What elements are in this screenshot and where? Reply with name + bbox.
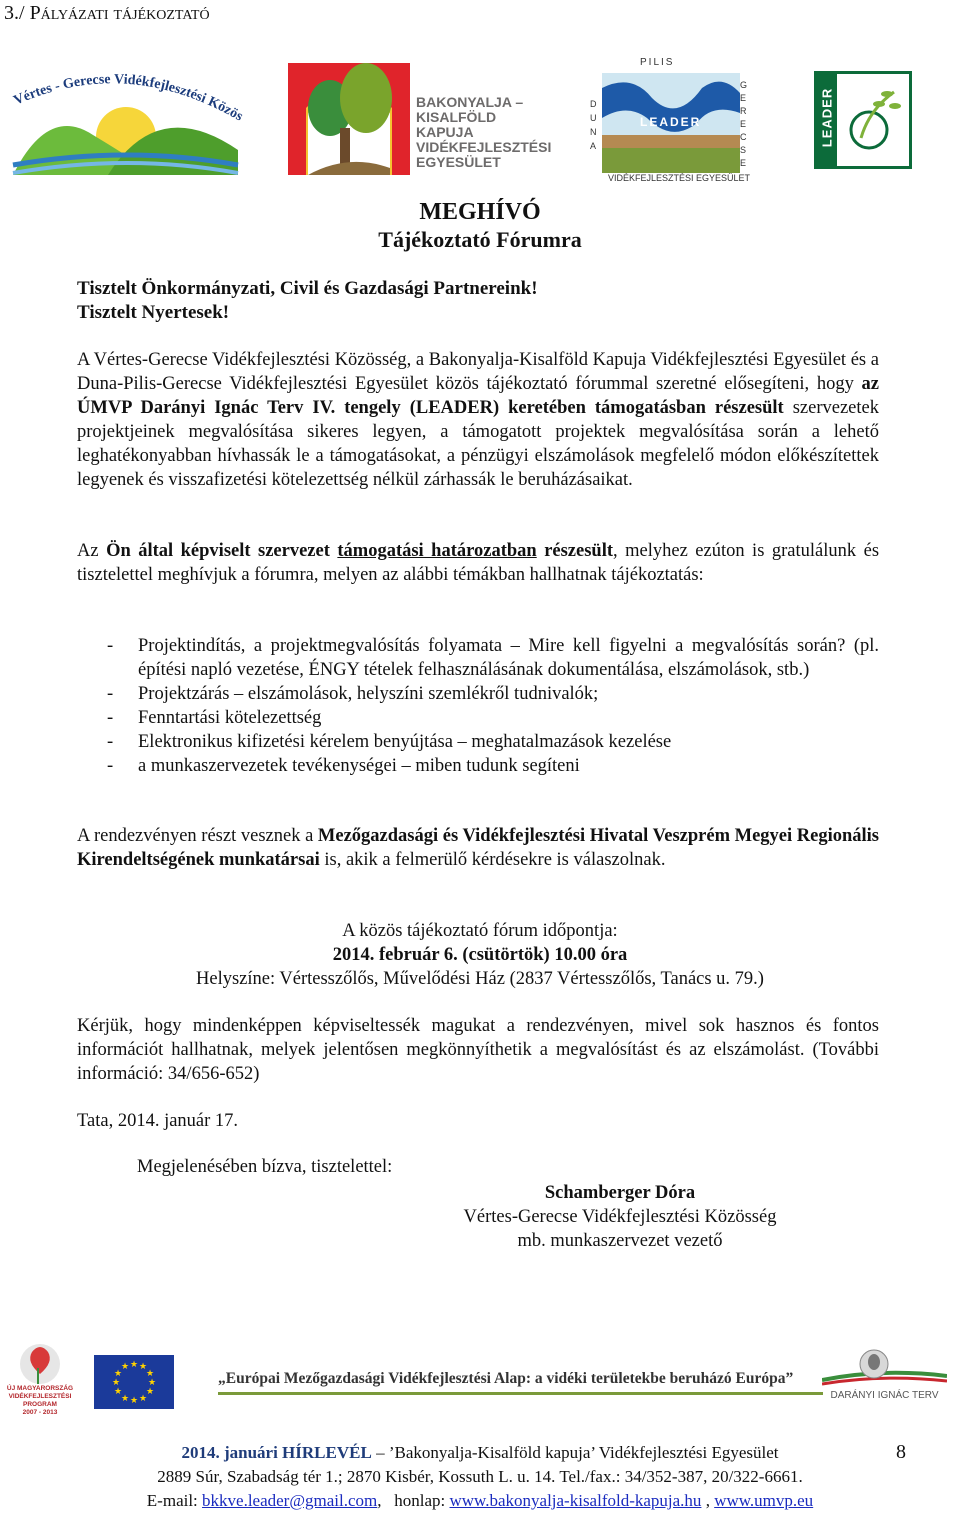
newsletter-label: 2014. januári HÍRLEVÉL (181, 1443, 372, 1462)
para3-bold: Mezőgazdasági és Vidékfejlesztési Hivatal Veszprém Megyei Regionális Kirendeltségének munkatársai (77, 826, 880, 870)
para3-text-a: A rendezvényen részt vesznek a (77, 826, 318, 846)
list-item: - Fenntartási kötelezettség (77, 706, 879, 730)
section-number: 3./ (4, 2, 25, 24)
dpg-center-text: LEADER (640, 115, 702, 129)
dpg-bottom-text: VIDÉKFEJLESZTÉSI EGYESÜLET (608, 173, 751, 183)
svg-text:★: ★ (129, 1360, 139, 1370)
bakonyalja-line-3: KAPUJA (416, 124, 474, 140)
svg-text:★: ★ (120, 1394, 130, 1404)
svg-text:★: ★ (138, 1362, 148, 1372)
paragraph-invitation (77, 539, 879, 587)
umvp-logo-text (2, 1385, 78, 1417)
svg-text:★: ★ (129, 1396, 139, 1406)
dpg-top-text: PILIS (640, 57, 675, 68)
para2-underlined: támogatási határozatban (337, 541, 537, 561)
list-item: - Elektronikus kifizetési kérelem benyújtása – meghatalmazások kezelése (77, 730, 879, 754)
eu-stars-icon (94, 1355, 174, 1409)
list-item: - Projektindítás, a projektmegvalósítás folyamata – Mire kell figyelni a megvalósítás során? (pl. építési napló vezetése, ÉNGY tételek felhasználásának dokumentálása, elszámolások, stb.) (77, 634, 879, 682)
svg-text:★: ★ (147, 1378, 157, 1388)
bakonyalja-line-4: VIDÉKFEJLESZTÉSI (416, 139, 552, 155)
salutation (77, 277, 879, 325)
svg-text:★: ★ (113, 1369, 123, 1379)
list-item: - Projektzárás – elszámolások, helyszíni szemlékről tudnivalók; (77, 682, 879, 706)
dpg-right-text: G E R E C S E (740, 80, 748, 168)
para3-text-c: is, akik a felmerülő kérdésekre is válaszolnak. (319, 850, 666, 870)
paragraph-request: Kérjük, hogy mindenképpen képviseltessék magukat a rendezvényen, mivel sok hasznos és fontos információt hallhatnak, melyek jelentősen megkönnyíthetik a megvalósítást és az elszámolást. (További információ: 34/656-652) (77, 1016, 879, 1084)
svg-text:★: ★ (138, 1394, 148, 1404)
para2-bold-received: részesült (544, 541, 614, 561)
leader-plant-icon (839, 80, 909, 160)
footer-contact-line (0, 1489, 960, 1513)
para1-text-c: szervezetek projektjeinek megvalósítása sikeres legyen, a támogatott projektek megvalósítása során a lehető leghatékonyabban hívhassák le a támogatásokat, a pénzügyi elszámolások megfelelő módon előkészítettek legyenek és visszafizetési kötelezettség nélkül zárhassák le beruházásaikat. (77, 398, 879, 490)
signature-role: mb. munkaszervezet vezető (517, 1231, 723, 1251)
topics-list (77, 634, 879, 778)
paragraph-attendees (77, 824, 879, 872)
daranyi-logo-text: DARÁNYI IGNÁC TERV (830, 1390, 939, 1401)
website-link-bakonyalja[interactable]: www.bakonyalja-kisalfold-kapuja.hu (449, 1491, 702, 1510)
umvp-logo-graphic (2, 1338, 78, 1386)
daranyi-portrait-icon (822, 1348, 947, 1388)
event-info (0, 919, 960, 991)
footer-logos (0, 1338, 960, 1418)
eu-flag-icon (94, 1355, 174, 1409)
para2-text-e: , melyhez ezúton is gratulálunk és tisztelettel meghívjuk a fórumra, melyen az alábbi témákban hallhatnak tájékoztatás: (77, 541, 880, 585)
website-label: , honlap: (377, 1491, 450, 1510)
event-datetime: 2014. február 6. (csütörtök) 10.00 óra (332, 945, 628, 965)
list-item: - a munkaszervezetek tevékenységei – miben tudunk segíteni (77, 754, 879, 778)
event-time-label: A közös tájékoztató fórum időpontja: (342, 921, 618, 941)
vertes-gerecse-logo-graphic (8, 65, 243, 180)
website-link-umvp[interactable]: www.umvp.eu (714, 1491, 814, 1510)
bakonyalja-logo-text (416, 95, 551, 170)
salutation-line-1: Tisztelt Önkormányzati, Civil és Gazdasági Partnereink! (77, 278, 538, 299)
vertes-gerecse-logo (8, 65, 243, 180)
umvp-line-1: ÚJ MAGYARORSZÁG (6, 1385, 74, 1392)
duna-pilis-gerecse-logo (588, 57, 758, 182)
leader-logo-text: LEADER (819, 87, 835, 148)
svg-text:★: ★ (145, 1369, 155, 1379)
bakonyalja-line-2: KISALFÖLD (416, 109, 497, 125)
umvp-line-2: VIDÉKFEJLESZTÉSI PROGRAM (8, 1393, 72, 1408)
vertes-logo-text: Vértes - Gerecse Vidékfejlesztési Közö (11, 72, 241, 122)
umvp-logo (2, 1338, 78, 1414)
paragraph-intro (77, 348, 879, 492)
umvp-line-3: 2007 - 2013 (22, 1409, 58, 1416)
para1-text-a: A Vértes-Gerecse Vidékfejlesztési Közösség, a Bakonyalja-Kisalföld Kapuja Vidékfejlesztési Egyesület és a Duna-Pilis-Gerecse Vidékfejlesztési Egyesület közös tájékoztató fórummal szeretné elősegíteni, hogy (77, 350, 879, 394)
daranyi-ignac-terv-logo (822, 1348, 947, 1410)
footer-org: ’Bakonyalja-Kisalföld kapuja’ Vidékfejlesztési Egyesület (388, 1443, 779, 1462)
footer-address: 2889 Súr, Szabadság tér 1.; 2870 Kisbér, Kossuth L. u. 14. Tel./fax.: 34/352-387, 20/322-6661. (157, 1467, 803, 1486)
page-number: 8 (896, 1441, 906, 1463)
salutation-line-2: Tisztelt Nyertesek! (77, 302, 230, 323)
document-subtitle: Tájékoztató Fórumra (378, 227, 582, 252)
para1-bold: az ÚMVP Darányi Ignác Terv IV. tengely (LEADER) keretében támogatásban részesült (77, 374, 879, 418)
link-separator: , (701, 1491, 715, 1510)
signature-block (440, 1181, 800, 1253)
bakonyalja-line-5: EGYESÜLET (416, 154, 501, 170)
signature-org: Vértes-Gerecse Vidékfejlesztési Közösség (463, 1207, 777, 1227)
bakonyalja-logo (288, 53, 552, 178)
footer-newsletter-line (0, 1441, 960, 1465)
svg-text:★: ★ (120, 1362, 130, 1372)
closing-line: Megjelenésében bízva, tisztelettel: (137, 1157, 393, 1177)
footer-dash: – (371, 1443, 389, 1462)
email-label: E-mail: (146, 1491, 203, 1510)
svg-text:★: ★ (111, 1378, 121, 1388)
bakonyalja-line-1: BAKONYALJA – (416, 94, 524, 110)
svg-text:★: ★ (113, 1387, 123, 1397)
footer-slogan: „Európai Mezőgazdasági Vidékfejlesztési Alap: a vidéki területekbe beruházó Európa” (218, 1370, 794, 1387)
signature-name: Schamberger Dóra (544, 1183, 696, 1203)
section-title (4, 2, 210, 25)
leader-logo (814, 71, 912, 169)
dpg-left-text: D U N A (590, 99, 597, 151)
event-location: Helyszíne: Vértesszőlős, Művelődési Ház (2837 Vértesszőlős, Tanács u. 79.) (196, 969, 764, 989)
header-logos (0, 45, 960, 195)
place-date: Tata, 2014. január 17. (77, 1111, 239, 1131)
document-title: MEGHÍVÓ (419, 199, 541, 225)
para2-bold-org: Ön által képviselt szervezet (106, 541, 330, 561)
slogan-underline (218, 1392, 823, 1395)
email-link[interactable]: bkkve.leader@gmail.com (202, 1491, 378, 1510)
bakonyalja-logo-graphic (288, 53, 413, 178)
svg-text:★: ★ (145, 1387, 155, 1397)
para2-text-a: Az (77, 541, 107, 561)
section-title-text: Pályázati tájékoztató (29, 2, 210, 24)
